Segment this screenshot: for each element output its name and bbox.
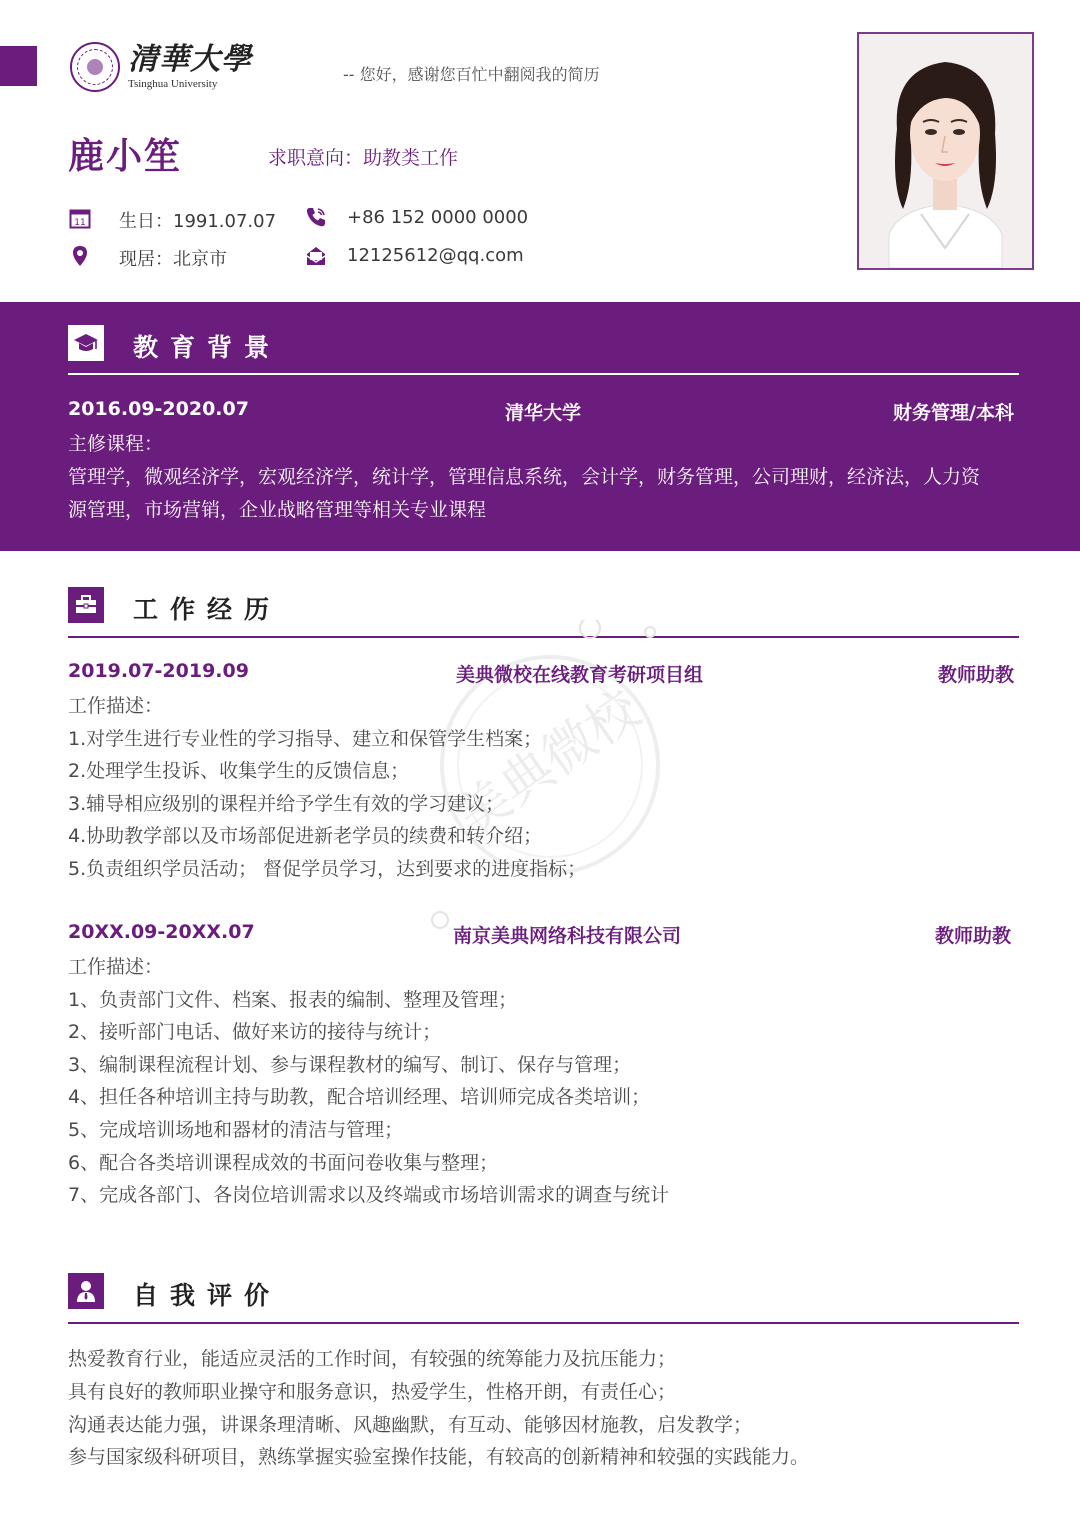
evaluation-item: 参与国家级科研项目，熟练掌握实验室操作技能，有较高的创新精神和较强的实践能力。 bbox=[68, 1446, 810, 1469]
job-2-item: 1、负责部门文件、档案、报表的编制、整理及管理； bbox=[68, 988, 518, 1011]
calendar-icon bbox=[69, 207, 91, 229]
phone-icon bbox=[305, 206, 327, 228]
education-period: 2016.09-2020.07 bbox=[68, 398, 249, 420]
education-title: 教育背景 bbox=[133, 333, 282, 362]
watermark-text: 美典微校 bbox=[446, 679, 652, 848]
job-2-item: 4、担任各种培训主持与助教，配合培训经理、培训师完成各类培训； bbox=[68, 1086, 651, 1109]
residence-text: 现居：北京市 bbox=[119, 249, 227, 270]
evaluation-item: 具有良好的教师职业操守和服务意识，热爱学生，性格开朗，有责任心； bbox=[68, 1380, 677, 1403]
job-2-company: 南京美典网络科技有限公司 bbox=[453, 925, 682, 947]
education-major: 财务管理/本科 bbox=[893, 402, 1014, 424]
work-title: 工作经历 bbox=[133, 595, 282, 624]
job-2-desc-label: 工作描述： bbox=[68, 956, 164, 978]
briefcase-icon bbox=[68, 587, 104, 623]
job-1-description bbox=[68, 690, 968, 886]
corner-accent-block bbox=[0, 46, 37, 86]
logo-chinese-text: 清華大學 bbox=[128, 42, 252, 77]
courses-label: 主修课程： bbox=[68, 433, 164, 455]
university-logo bbox=[70, 42, 252, 92]
university-seal-icon bbox=[70, 42, 120, 92]
courses-line-1: 管理学，微观经济学，宏观经济学，统计学，管理信息系统，会计学，财务管理，公司理财，经济法，人力资 bbox=[68, 466, 981, 488]
work-divider bbox=[68, 636, 1019, 638]
evaluation-list bbox=[68, 1343, 1018, 1474]
job-1-role: 教师助教 bbox=[937, 664, 1014, 686]
job-2-period: 20XX.09-20XX.07 bbox=[68, 921, 255, 943]
evaluation-item: 沟通表达能力强，讲课条理清晰、风趣幽默，有互动、能够因材施教，启发教学； bbox=[68, 1413, 753, 1436]
job-2-item: 6、配合各类培训课程成效的书面问卷收集与整理； bbox=[68, 1151, 499, 1174]
job-1-item: 2.处理学生投诉、收集学生的反馈信息； bbox=[68, 760, 410, 783]
job-1-desc-label: 工作描述： bbox=[68, 695, 164, 717]
candidate-name: 鹿小笙 bbox=[68, 136, 183, 177]
email-text: 12125612@qq.com bbox=[347, 245, 524, 266]
courses-line-2: 源管理，市场营销，企业战略管理等相关专业课程 bbox=[68, 499, 487, 521]
birthday-text: 生日：1991.07.07 bbox=[119, 211, 277, 232]
calendar-day-number: 11 bbox=[74, 218, 86, 228]
job-2-item: 7、完成各部门、各岗位培训需求以及终端或市场培训需求的调查与统计 bbox=[68, 1184, 670, 1207]
logo-english-text: Tsinghua University bbox=[128, 78, 218, 90]
job-1-company: 美典微校在线教育考研项目组 bbox=[456, 664, 704, 686]
education-school: 清华大学 bbox=[505, 402, 582, 424]
email-icon bbox=[305, 245, 327, 267]
job-2-item: 5、完成培训场地和器材的清洁与管理； bbox=[68, 1118, 404, 1141]
location-pin-icon bbox=[69, 245, 91, 267]
evaluation-item: 热爱教育行业，能适应灵活的工作时间，有较强的统筹能力及抗压能力； bbox=[68, 1348, 677, 1370]
job-1-item: 4.协助教学部以及市场部促进新老学员的续费和转介绍； bbox=[68, 825, 543, 848]
person-icon bbox=[68, 1273, 104, 1309]
job-2-item: 3、编制课程流程计划、参与课程教材的编写、制订、保存与管理； bbox=[68, 1053, 632, 1076]
education-divider bbox=[68, 373, 1019, 375]
job-2-role: 教师助教 bbox=[934, 925, 1011, 947]
evaluation-divider bbox=[68, 1322, 1019, 1324]
greeting-text: -- 您好，感谢您百忙中翻阅我的简历 bbox=[343, 65, 600, 84]
job-intent: 求职意向：助教类工作 bbox=[268, 147, 459, 169]
portrait-illustration bbox=[859, 34, 1032, 268]
job-2-description bbox=[68, 951, 968, 1212]
job-2-item: 2、接听部门电话、做好来访的接待与统计； bbox=[68, 1021, 442, 1044]
job-1-item: 5.负责组织学员活动； 督促学员学习，达到要求的进度指标； bbox=[68, 857, 587, 880]
job-1-item: 1.对学生进行专业性的学习指导、建立和保管学生档案； bbox=[68, 727, 543, 750]
job-1-item: 3.辅导相应级别的课程并给予学生有效的学习建议； bbox=[68, 792, 505, 815]
profile-photo bbox=[857, 32, 1034, 270]
evaluation-title: 自我评价 bbox=[133, 1281, 282, 1310]
phone-text: +86 152 0000 0000 bbox=[347, 207, 529, 228]
job-1-period: 2019.07-2019.09 bbox=[68, 660, 249, 682]
graduation-cap-icon bbox=[68, 325, 104, 361]
